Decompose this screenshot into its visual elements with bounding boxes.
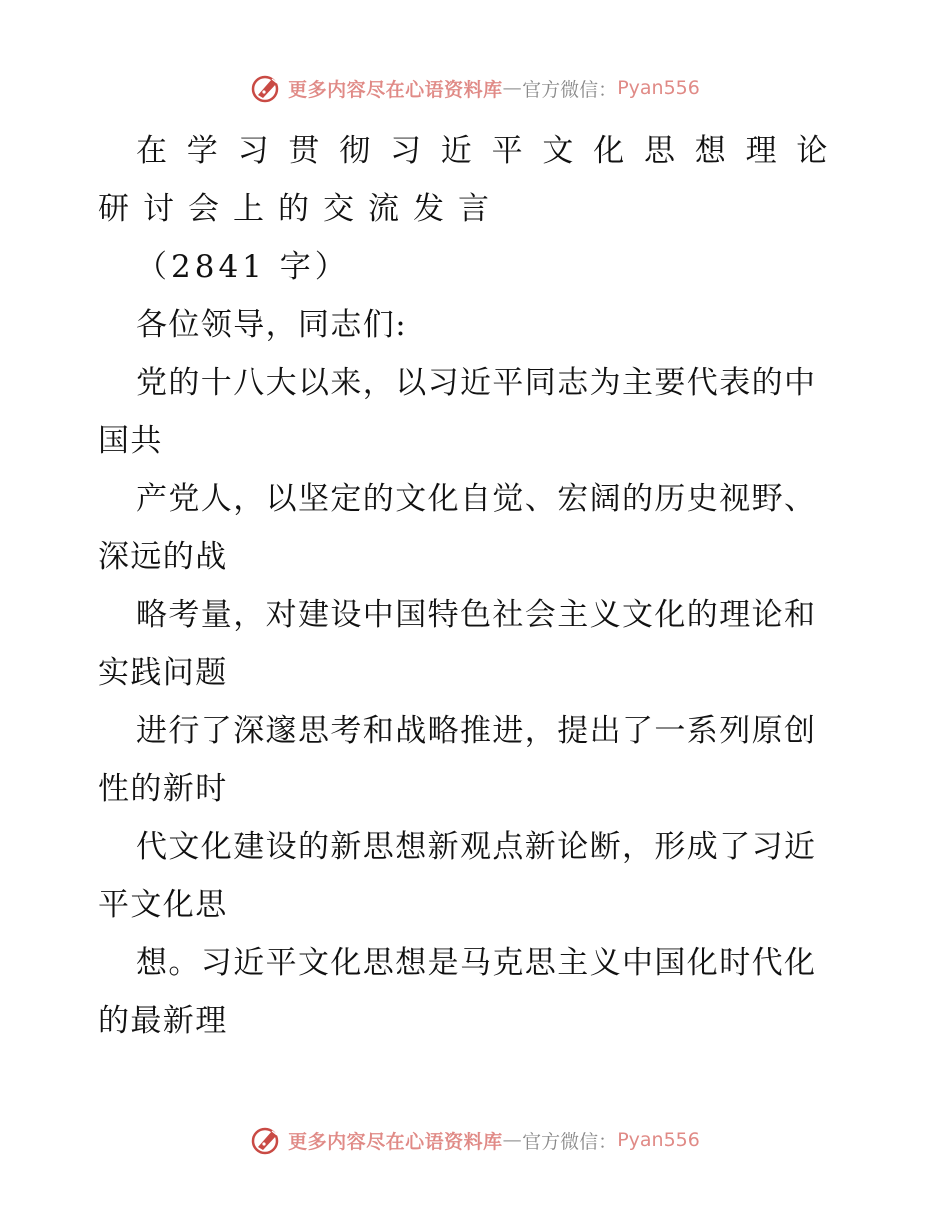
paragraph-line: 国共 bbox=[98, 423, 163, 459]
word-count: （2841 字） bbox=[136, 249, 350, 285]
paragraph-line: 实践问题 bbox=[98, 655, 228, 691]
paragraph-line: 产党人，以坚定的文化自觉、宏阔的历史视野、 bbox=[136, 481, 817, 517]
paragraph-line: 进行了深邃思考和战略推进，提出了一系列原创 bbox=[136, 713, 817, 749]
paragraph-line: 想。习近平文化思想是马克思主义中国化时代化 bbox=[136, 945, 817, 981]
paragraph-line: 代文化建设的新思想新观点新论断，形成了习近 bbox=[136, 829, 817, 865]
watermark-id: Pyan556 bbox=[617, 1129, 700, 1151]
paragraph-line: 略考量，对建设中国特色社会主义文化的理论和 bbox=[136, 597, 817, 633]
paragraph-line: 性的新时 bbox=[98, 771, 228, 807]
watermark-brand: 更多内容尽在心语资料库 bbox=[288, 78, 503, 101]
footer-watermark bbox=[0, 1120, 950, 1160]
document-title-line1: 在学习贯彻习近平文化思想理论 bbox=[136, 133, 848, 169]
document-body bbox=[98, 122, 858, 1050]
watermark-label: 官方微信： bbox=[522, 1130, 618, 1153]
header-watermark bbox=[0, 68, 950, 108]
paragraph-line: 平文化思 bbox=[98, 887, 228, 923]
greeting: 各位领导，同志们: bbox=[136, 307, 408, 343]
paragraph-line: 深远的战 bbox=[98, 539, 228, 575]
paragraph-line: 的最新理 bbox=[98, 1003, 228, 1039]
watermark-brand: 更多内容尽在心语资料库 bbox=[288, 1130, 503, 1153]
watermark-dash: — bbox=[502, 1129, 523, 1151]
document-title-line2: 研讨会上的交流发言 bbox=[98, 191, 503, 227]
watermark-id: Pyan556 bbox=[617, 77, 700, 99]
pen-nib-seal-icon bbox=[250, 1123, 284, 1157]
watermark-dash: — bbox=[502, 77, 523, 99]
watermark-label: 官方微信： bbox=[522, 78, 618, 101]
pen-nib-seal-icon bbox=[250, 71, 284, 105]
paragraph-lines bbox=[98, 354, 858, 1050]
paragraph-line: 党的十八大以来，以习近平同志为主要代表的中 bbox=[136, 365, 817, 401]
